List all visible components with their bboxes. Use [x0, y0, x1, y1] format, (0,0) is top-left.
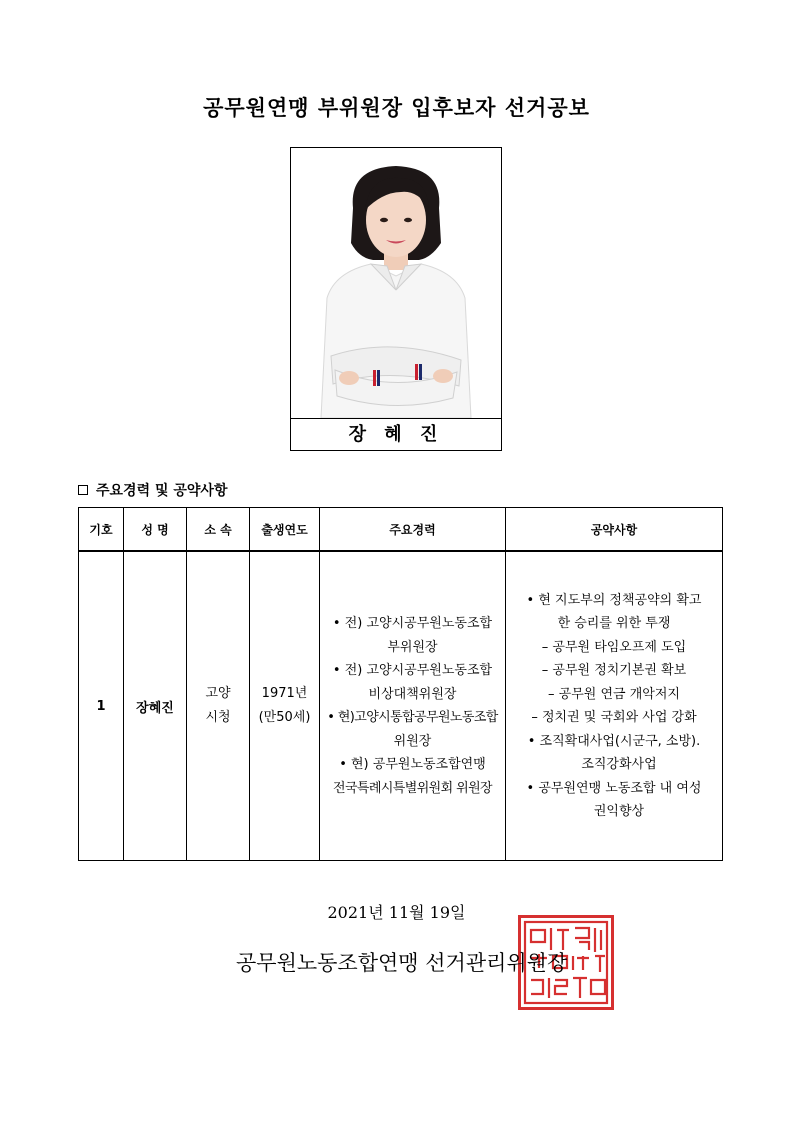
- career-line: 전국특례시특별위원회 위원장: [333, 780, 492, 796]
- career-cell: [320, 551, 506, 861]
- pledges-cell: [506, 551, 723, 861]
- table-header-row: [79, 508, 723, 552]
- candidate-number: 1: [79, 551, 124, 861]
- career-line: • 전) 고양시공무원노동조합: [332, 663, 493, 678]
- section-heading-text: 주요경력 및 공약사항: [96, 483, 228, 499]
- candidate-photo-frame: [290, 147, 502, 451]
- career-line: • 전) 고양시공무원노동조합: [332, 616, 493, 631]
- career-line: 위원장: [393, 733, 432, 749]
- career-line: 부위원장: [387, 639, 438, 655]
- pledge-line: – 공무원 정치기본권 확보: [541, 663, 687, 678]
- candidate-affiliation: [187, 551, 250, 861]
- candidate-photo: [291, 148, 501, 419]
- candidate-birth: [250, 551, 320, 861]
- committee-signature: 공무원노동조합연맹 선거관리위원장: [236, 951, 568, 975]
- candidate-table: [78, 507, 723, 861]
- career-line: • 현) 공무원노동조합연맹: [339, 757, 486, 772]
- header-number: 기호: [79, 508, 124, 552]
- career-line: 비상대책위원장: [368, 686, 457, 702]
- pledge-line: • 공무원연맹 노동조합 내 여성: [526, 780, 702, 796]
- affiliation-line: 고양: [205, 686, 231, 701]
- career-line: • 현)고양시통합공무원노동조합: [327, 710, 498, 725]
- candidate-name: 장혜진: [124, 551, 187, 861]
- pledge-line: 조직강화사업: [581, 757, 657, 772]
- portrait-illustration: [291, 148, 501, 418]
- header-affiliation: 소 속: [187, 508, 250, 552]
- pledge-line: – 공무원 타임오프제 도입: [541, 639, 687, 655]
- affiliation-line: 시청: [205, 710, 231, 725]
- pledge-line: – 정치권 및 국회와 사업 강화: [531, 710, 697, 725]
- header-name: 성 명: [124, 508, 187, 552]
- birth-year: 1971년: [261, 686, 308, 701]
- section-heading: [78, 480, 227, 500]
- table-row: [79, 551, 723, 861]
- header-birth-year: 출생연도: [250, 508, 320, 552]
- header-career: 주요경력: [320, 508, 506, 552]
- candidate-name-caption: 장 혜 진: [348, 424, 444, 445]
- pledge-line: 한 승리를 위한 투쟁: [557, 616, 671, 631]
- pledge-line: – 공무원 연금 개악저지: [548, 686, 680, 702]
- pledge-line: 권익향상: [593, 804, 645, 819]
- document-date: 2021년 11월 19일: [327, 903, 466, 922]
- square-bullet-icon: [78, 485, 88, 495]
- pledge-line: • 조직확대사업(시군구, 소방).: [527, 733, 701, 749]
- header-pledges: 공약사항: [506, 508, 723, 552]
- pledge-line: • 현 지도부의 정책공약의 확고: [526, 592, 702, 608]
- candidate-age: (만50세): [258, 710, 311, 725]
- document-title: 공무원연맹 부위원장 입후보자 선거공보: [203, 96, 590, 120]
